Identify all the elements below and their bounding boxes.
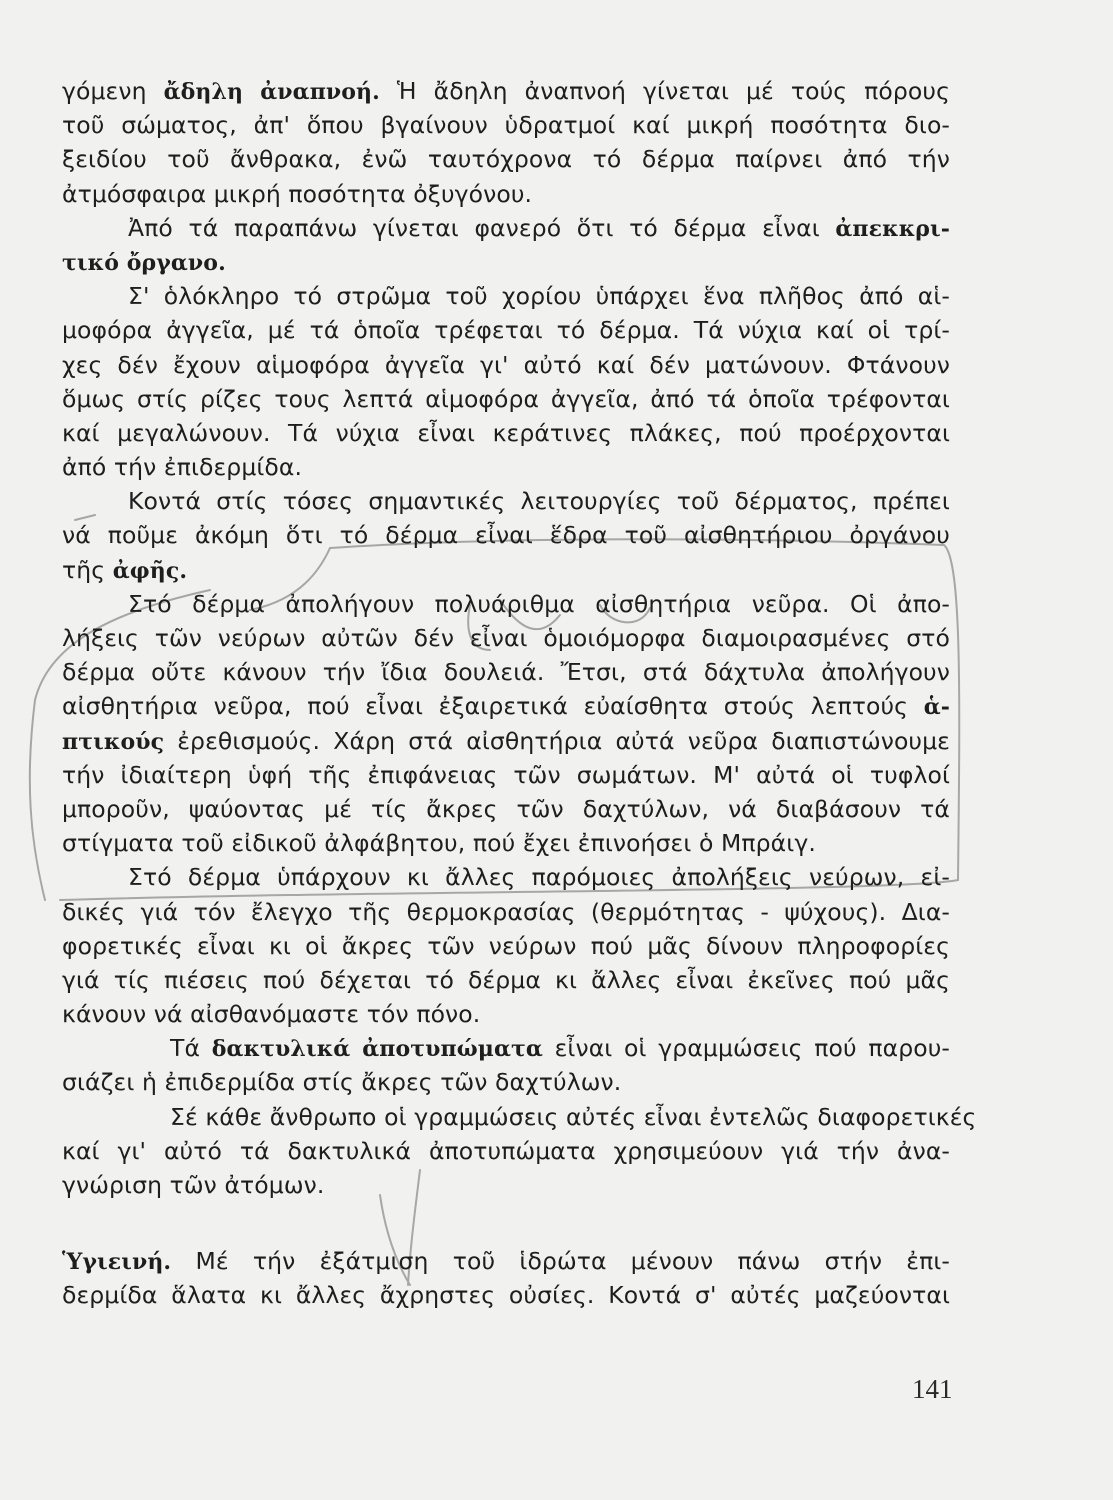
text-line: χες δέν ἔχουν αἱμοφόρα ἀγγεῖα γι' αὐτό καί δέν ματώνουν. Φτάνουν: [62, 350, 950, 379]
text-line: καί μεγαλώνουν. Τά νύχια εἶναι κεράτινες πλάκες, πού προέρχονται: [62, 418, 950, 447]
text-line: δικές γιά τόν ἔλεγχο τῆς θερμοκρασίας (θερμότητας - ψύχους). Δια-: [62, 897, 950, 926]
text-line: γνώριση τῶν ἀτόμων.: [62, 1171, 325, 1199]
text-line: Τά δακτυλικά ἀποτυπώματα εἶναι οἱ γραμμώσεις πού παρου-: [170, 1034, 950, 1063]
text-line: τικό ὄργανο.: [62, 249, 226, 276]
text-line: Ἀπό τά παραπάνω γίνεται φανερό ὅτι τό δέρμα εἶναι ἀπεκκρι-: [128, 213, 950, 242]
text-line: Κοντά στίς τόσες σημαντικές λειτουργίες τοῦ δέρματος, πρέπει: [128, 487, 950, 516]
text-line: δερμίδα ἅλατα κι ἄλλες ἄχρηστες οὐσίες. Κοντά σ' αὐτές μαζεύονται: [62, 1281, 950, 1310]
text-line: γιά τίς πιέσεις πού δέχεται τό δέρμα κι ἄλλες εἶναι ἐκεῖνες πού μᾶς: [62, 965, 950, 994]
text-line: Ὑγιεινή. Μέ τήν ἐξάτμιση τοῦ ἱδρώτα μένουν πάνω στήν ἐπι-: [62, 1247, 950, 1276]
text-line: ἀτμόσφαιρα μικρή ποσότητα ὀξυγόνου.: [62, 179, 533, 208]
text-line: δέρμα οὔτε κάνουν τήν ἴδια δουλειά. Ἔτσι, στά δάχτυλα ἀπολήγουν: [62, 658, 950, 687]
text-line: κάνουν νά αἰσθανόμαστε τόν πόνο.: [62, 1000, 481, 1029]
text-line: ὅμως στίς ρίζες τους λεπτά αἱμοφόρα ἀγγεῖα, ἀπό τά ὁποῖα τρέφονται: [62, 384, 950, 413]
text-line: Σ' ὁλόκληρο τό στρῶμα τοῦ χορίου ὑπάρχει ἕνα πλῆθος ἀπό αἱ-: [128, 282, 950, 311]
text-line: νά ποῦμε ἀκόμη ὅτι τό δέρμα εἶναι ἕδρα τοῦ αἰσθητήριου ὀργάνου: [62, 521, 950, 550]
text-line: πτικούς ἐρεθισμούς. Χάρη στά αἰσθητήρια αὐτά νεῦρα διαπιστώνουμε: [62, 726, 950, 755]
text-line: ἀπό τήν ἐπιδερμίδα.: [62, 453, 303, 482]
text-line: τῆς ἀφῆς.: [62, 555, 188, 584]
text-line: καί γι' αὐτό τά δακτυλικά ἀποτυπώματα χρησιμεύουν γιά τήν ἀνα-: [62, 1136, 950, 1165]
text-line: φορετικές εἶναι κι οἱ ἄκρες τῶν νεύρων πού μᾶς δίνουν πληροφορίες: [62, 931, 950, 960]
text-line: αἰσθητήρια νεῦρα, πού εἶναι ἐξαιρετικά εὐαίσθητα στούς λεπτούς ἁ-: [62, 692, 950, 721]
text-line: Στό δέρμα ὑπάρχουν κι ἄλλες παρόμοιες ἀπολήξεις νεύρων, εἰ-: [128, 863, 950, 892]
text-line: τήν ἰδιαίτερη ὑφή τῆς ἐπιφάνειας τῶν σωμάτων. Μ' αὐτά οἱ τυφλοί: [62, 760, 950, 789]
text-line: μοφόρα ἀγγεῖα, μέ τά ὁποῖα τρέφεται τό δέρμα. Τά νύχια καί οἱ τρί-: [62, 316, 950, 345]
text-line: γόμενη ἄδηλη ἀναπνοή. Ἡ ἄδηλη ἀναπνοή γίνεται μέ τούς πόρους: [62, 77, 950, 105]
page-number: 141: [912, 1374, 953, 1404]
text-line: μποροῦν, ψαύοντας μέ τίς ἄκρες τῶν δαχτύλων, νά διαβάσουν τά: [62, 794, 950, 823]
text-line: στίγματα τοῦ εἰδικοῦ ἀλφάβητου, πού ἔχει ἐπινοήσει ὁ Μπράιγ.: [62, 829, 816, 858]
text-line: ξειδίου τοῦ ἄνθρακα, ἐνῶ ταυτόχρονα τό δέρμα παίρνει ἀπό τήν: [62, 145, 950, 174]
text-line: τοῦ σώματος, ἀπ' ὅπου βγαίνουν ὑδρατμοί καί μικρή ποσότητα διο-: [62, 111, 950, 140]
page-body: [62, 74, 977, 1313]
text-line: σιάζει ἡ ἐπιδερμίδα στίς ἄκρες τῶν δαχτύλων.: [62, 1068, 622, 1097]
text-line: Σέ κάθε ἄνθρωπο οἱ γραμμώσεις αὐτές εἶναι ἐντελῶς διαφορετικές: [170, 1102, 977, 1131]
text-line: Στό δέρμα ἀπολήγουν πολυάριθμα αἰσθητήρια νεῦρα. Οἱ ἀπο-: [128, 589, 950, 618]
text-line: λήξεις τῶν νεύρων αὐτῶν δέν εἶναι ὁμοιόμορφα διαμοιρασμένες στό: [62, 624, 950, 652]
